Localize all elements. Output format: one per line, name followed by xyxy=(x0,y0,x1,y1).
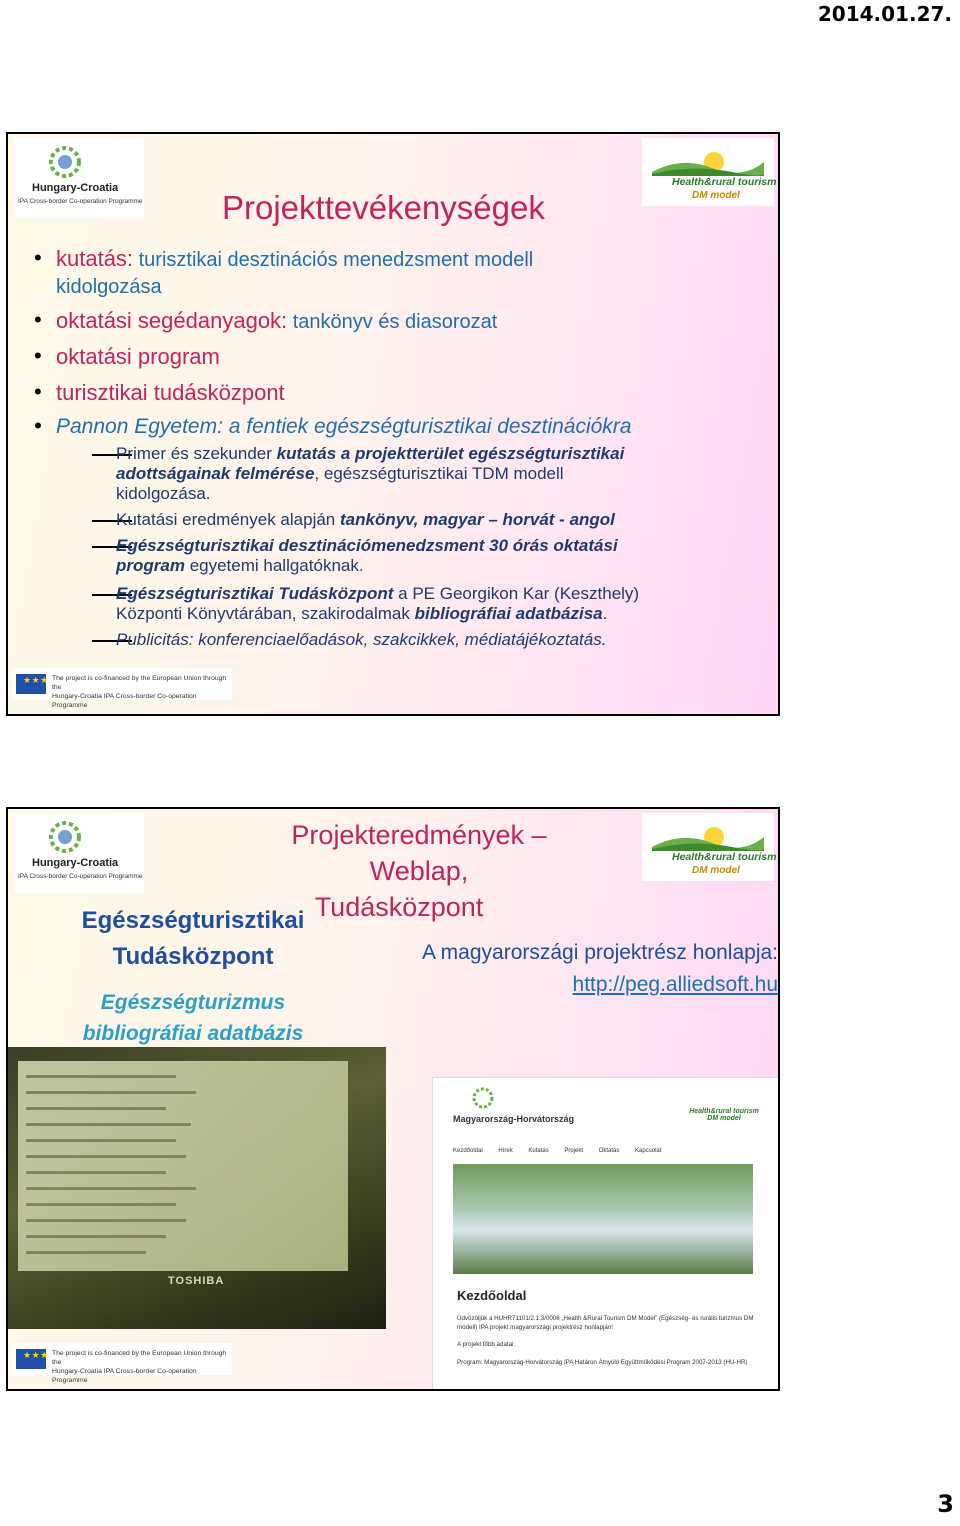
bullet-research xyxy=(34,245,534,300)
text: Központi Könyvtárában, szakirodalmak xyxy=(116,604,415,623)
title-line-1: Projekteredmények – xyxy=(291,820,547,850)
eu-flag-icon: ★★★ xyxy=(16,674,46,694)
screen-line xyxy=(26,1091,196,1094)
subbullet-publicity: Publicitás: konferenciaelőadások, szakcikkek, médiatájékoztatás. xyxy=(116,630,607,649)
logo-right-name: Health&rural tourism xyxy=(672,176,777,188)
website-paragraph-1: Üdvözöljük a HUHR71101/2.1.3/0006 „Health &Rural Tourism DM Model” (Egészség- és rurális turizmus DM modell) IPA projekt magyarországi projektrész honlapján! xyxy=(457,1315,754,1331)
website-link[interactable]: http://peg.alliedsoft.hu xyxy=(572,973,778,996)
laptop-screen xyxy=(18,1061,348,1271)
bullet-cont: kidolgozása xyxy=(56,276,162,298)
sun-hills-icon xyxy=(652,817,764,851)
screen-line xyxy=(26,1075,176,1078)
bullet-lead: oktatási program xyxy=(56,344,220,369)
text: , egészségturisztikai TDM modell xyxy=(314,464,564,483)
logo-left-sub: IPA Cross-border Co-operation Programme xyxy=(18,873,143,880)
logo-left-sub: IPA Cross-border Co-operation Programme xyxy=(18,198,143,205)
hungary-croatia-logo xyxy=(14,138,144,218)
bullet-dot-icon: • xyxy=(34,379,42,404)
text: kidolgozása. xyxy=(116,484,211,503)
eu-text xyxy=(52,674,232,710)
bullet-program xyxy=(34,343,220,370)
bullet-materials xyxy=(34,307,498,335)
logo-right-sub: DM model xyxy=(692,865,740,876)
website-caption: A magyarországi projektrész honlapja: xyxy=(421,941,778,964)
screen-line xyxy=(26,1107,166,1110)
website-nav: Kezdőoldal Hírek Kutatás Projekt Oktatás Kapcsolat xyxy=(453,1148,662,1154)
eu-text xyxy=(52,1349,232,1385)
text-emph: kutatás a projektterület egészségturisztikai xyxy=(276,444,625,463)
website-brand-right: Health&rural tourism DM model xyxy=(689,1108,759,1122)
bullet-knowledge-center xyxy=(34,379,285,406)
text-emph: Egészségturisztikai desztinációmenedzsment 30 órás oktatási xyxy=(116,536,618,555)
hungary-croatia-logo xyxy=(14,813,144,893)
screen-line xyxy=(26,1187,196,1190)
eu-line-1: The project is co-financed by the European Union through the xyxy=(52,675,227,691)
screen-line xyxy=(26,1123,191,1126)
laptop-brand: TOSHIBA xyxy=(168,1275,225,1287)
eu-cofinanced-bar xyxy=(12,668,232,709)
subbullet-research xyxy=(116,444,624,504)
heading-line-1: Egészségturisztikai xyxy=(81,907,305,934)
text: egyetemi hallgatóknak. xyxy=(184,556,364,575)
bullet-dot-icon: • xyxy=(34,245,42,270)
sun-hills-icon xyxy=(652,142,764,176)
screen-line xyxy=(26,1235,166,1238)
wreath-icon xyxy=(463,1086,503,1110)
eu-line-2: Hungary-Croatia IPA Cross-border Co-operation Programme xyxy=(52,1368,197,1384)
text: Primer és szekunder xyxy=(116,444,277,463)
subheading-line-1: Egészségturizmus xyxy=(100,991,286,1014)
text: a PE Georgikon Kar (Keszthely) xyxy=(393,584,640,603)
logo-left-name: Hungary-Croatia xyxy=(32,182,119,194)
eu-cofinanced-bar xyxy=(12,1343,232,1384)
heading-line-2: Tudásközpont xyxy=(112,943,274,970)
subbullet-course xyxy=(116,536,618,576)
website-heading: Kezdőoldal xyxy=(457,1288,527,1303)
health-rural-tourism-logo xyxy=(642,813,777,881)
text-emph: bibliográfiai adatbázisa xyxy=(414,604,603,623)
bullet-rest: turisztikai desztinációs menedzsment modell xyxy=(133,249,534,271)
text-emph: tankönyv, magyar – horvát - angol xyxy=(339,510,615,529)
eu-line-1: The project is co-financed by the European Union through the xyxy=(52,1350,227,1366)
subbullet-knowledge-center xyxy=(116,584,639,624)
slide-project-activities xyxy=(6,132,780,716)
bullet-lead: oktatási segédanyagok: xyxy=(56,308,288,333)
bullet-rest: tankönyv és diasorozat xyxy=(287,311,498,333)
website-paragraph-2: A projekt főbb adatai: xyxy=(457,1341,516,1348)
bullet-lead: Pannon Egyetem: a fentiek egészségturisztikai desztinációkra xyxy=(56,415,632,438)
laptop-photo xyxy=(8,1047,386,1329)
bullet-dot-icon: • xyxy=(34,343,42,368)
screen-line xyxy=(26,1251,146,1254)
bullet-lead: kutatás: xyxy=(56,246,134,271)
screen-line xyxy=(26,1139,176,1142)
logo-right-name: Health&rural tourism xyxy=(672,851,777,863)
bullet-dot-icon: • xyxy=(34,307,42,332)
text-emph: program xyxy=(116,556,185,575)
bullet-dot-icon: • xyxy=(34,413,42,438)
title-line-2: Weblap, xyxy=(369,856,469,886)
bullet-lead: turisztikai tudásközpont xyxy=(56,380,285,405)
wreath-icon xyxy=(40,819,90,853)
title-line-3: Tudásközpont xyxy=(314,892,484,922)
logo-left-name: Hungary-Croatia xyxy=(32,857,119,869)
knowledge-center-heading xyxy=(48,903,338,1049)
eu-flag-icon: ★★★ xyxy=(16,1349,46,1369)
slide-project-results xyxy=(6,807,780,1391)
website-paragraph-3: Program: Magyarország-Horvátország IPA Határon Átnyúló Együttműködési Program 2007-2013 (HU-HR) xyxy=(457,1359,748,1366)
text-emph: Egészségturisztikai Tudásközpont xyxy=(116,584,394,603)
website-screenshot xyxy=(432,1077,780,1391)
text: . xyxy=(602,604,608,623)
website-brand: Magyarország-Horvátország xyxy=(453,1114,575,1124)
text: Kutatási eredmények alapján xyxy=(116,510,340,529)
subbullet-textbook xyxy=(116,510,615,530)
page-number: 3 xyxy=(937,1490,954,1518)
waterfall-banner xyxy=(453,1164,753,1274)
website-info xyxy=(368,937,778,1001)
eu-line-2: Hungary-Croatia IPA Cross-border Co-operation Programme xyxy=(52,693,197,709)
screen-line xyxy=(26,1155,186,1158)
screen-line xyxy=(26,1203,176,1206)
date-header: 2014.01.27. xyxy=(817,2,952,26)
subheading-line-2: bibliográfiai adatbázis xyxy=(82,1022,304,1045)
text-emph: adottságainak felmérése xyxy=(116,464,315,483)
screen-line xyxy=(26,1219,186,1222)
health-rural-tourism-logo xyxy=(642,138,777,206)
slide-title: Projekttevékenységek xyxy=(222,189,545,226)
wreath-icon xyxy=(40,144,90,178)
screen-line xyxy=(26,1171,166,1174)
logo-right-sub: DM model xyxy=(692,190,740,201)
bullet-pannon xyxy=(34,413,632,440)
